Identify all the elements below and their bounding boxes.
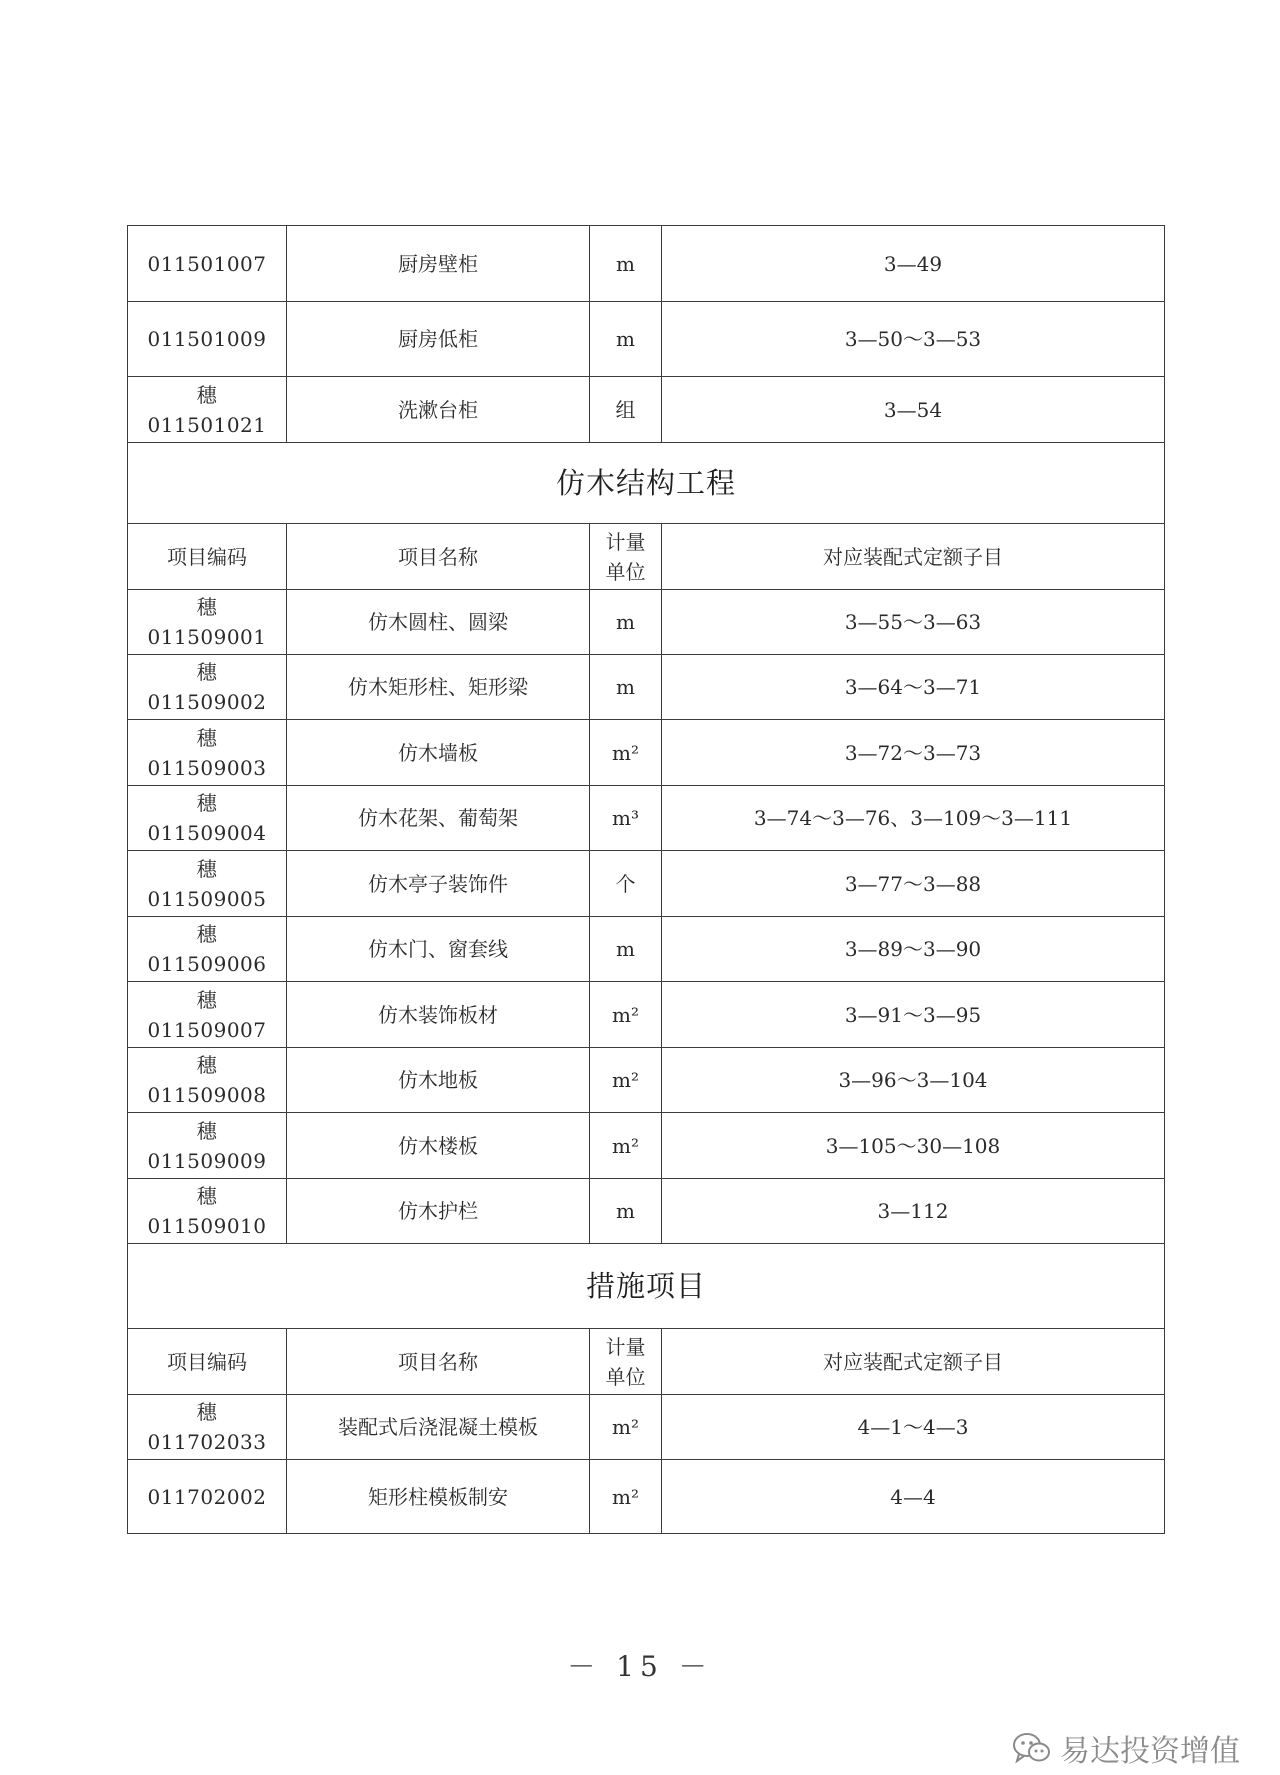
item-code: 011509005 [147,886,267,911]
item-code-cell [128,1460,287,1534]
item-unit-cell: m [590,655,662,720]
item-quota-cell: 3—77～3—88 [662,851,1165,917]
item-code: 011509004 [147,821,267,845]
item-unit-cell: m [590,917,662,982]
item-code: 011509010 [147,1214,267,1238]
item-quota-cell: 3—91～3—95 [662,982,1165,1048]
quota-table [127,225,1165,1534]
item-unit-cell: m² [590,1113,662,1179]
table-row [128,1179,1165,1244]
item-unit-cell: m [590,302,662,377]
item-unit-cell: m [590,226,662,302]
wechat-icon [1012,1731,1052,1765]
item-code-cell [128,655,287,720]
section-row [128,1244,1165,1329]
item-quota-cell: 3—50～3—53 [662,302,1165,377]
header-row [128,524,1165,590]
item-name-cell: 仿木矩形柱、矩形梁 [287,655,590,720]
item-quota-cell: 4—1～4—3 [662,1395,1165,1460]
item-name-cell: 仿木墙板 [287,720,590,786]
table-row [128,720,1165,786]
item-code-cell [128,851,287,917]
item-unit-cell: m² [590,1460,662,1534]
item-code-prefix: 穗 [196,1400,218,1424]
header-quota: 对应装配式定额子目 [662,524,1165,590]
item-code: 011509002 [147,690,267,714]
item-unit-cell: m² [590,720,662,786]
item-name-cell: 矩形柱模板制安 [287,1460,590,1534]
header-name: 项目名称 [287,1329,590,1395]
header-unit-line1: 计量 [605,1334,646,1359]
table-row [128,590,1165,655]
item-code-prefix: 穗 [196,595,218,619]
item-code: 011509003 [147,755,267,780]
item-name-cell: 仿木装饰板材 [287,982,590,1048]
table-row [128,302,1165,377]
item-code: 011509009 [147,1148,267,1173]
item-code: 011509008 [147,1083,267,1107]
item-unit-cell: m [590,1179,662,1244]
item-code: 011509001 [147,625,267,649]
item-name-cell: 仿木圆柱、圆梁 [287,590,590,655]
item-quota-cell: 3—54 [662,377,1165,443]
item-name-cell: 仿木地板 [287,1048,590,1113]
table-row [128,226,1165,302]
item-code: 011702033 [147,1430,267,1454]
item-code-prefix: 穗 [196,1053,218,1077]
item-unit-cell: 组 [590,377,662,443]
item-code-cell [128,720,287,786]
item-quota-cell: 4—4 [662,1460,1165,1534]
item-code-cell [128,590,287,655]
item-code: 011509006 [147,952,267,976]
watermark-text: 易达投资增值 [1060,1734,1240,1769]
header-unit [590,524,662,590]
item-code-cell [128,786,287,851]
item-quota-cell: 3—64～3—71 [662,655,1165,720]
item-code: 011501009 [147,327,267,351]
item-code-prefix: 穗 [196,791,218,815]
item-code-prefix: 穗 [196,987,218,1012]
item-name-cell: 仿木门、窗套线 [287,917,590,982]
item-code: 011501021 [147,412,267,437]
item-code: 011501007 [147,251,267,276]
table-row [128,851,1165,917]
header-unit [590,1329,662,1395]
header-name: 项目名称 [287,524,590,590]
item-quota-cell: 3—96～3—104 [662,1048,1165,1113]
item-name-cell: 仿木花架、葡萄架 [287,786,590,851]
item-unit-cell: m² [590,1048,662,1113]
item-name-cell: 厨房低柜 [287,302,590,377]
table-row [128,786,1165,851]
item-quota-cell: 3—89～3—90 [662,917,1165,982]
watermark [1012,1726,1240,1770]
item-code-prefix: 穗 [196,922,218,946]
item-code-prefix: 穗 [196,660,218,684]
item-code-cell [128,302,287,377]
item-unit-cell: m [590,590,662,655]
item-code-cell [128,1179,287,1244]
item-code-prefix: 穗 [196,1184,218,1208]
section-title: 仿木结构工程 [128,443,1165,524]
table-row [128,655,1165,720]
item-name-cell: 仿木护栏 [287,1179,590,1244]
table-row [128,377,1165,443]
item-quota-cell: 3—105～30—108 [662,1113,1165,1179]
item-quota-cell: 3—55～3—63 [662,590,1165,655]
item-quota-cell: 3—72～3—73 [662,720,1165,786]
item-unit-cell: 个 [590,851,662,917]
header-unit-line2: 单位 [605,1364,646,1389]
item-quota-cell: 3—74～3—76、3—109～3—111 [662,786,1165,851]
table-row [128,1395,1165,1460]
item-quota-cell: 3—112 [662,1179,1165,1244]
item-code-cell [128,1048,287,1113]
item-code-cell [128,1113,287,1179]
section-row [128,443,1165,524]
header-quota: 对应装配式定额子目 [662,1329,1165,1395]
item-unit-cell: m³ [590,786,662,851]
header-code: 项目编码 [128,524,287,590]
item-code-prefix: 穗 [196,382,218,407]
item-name-cell: 厨房壁柜 [287,226,590,302]
item-unit-cell: m² [590,982,662,1048]
item-code-cell [128,377,287,443]
item-name-cell: 仿木亭子装饰件 [287,851,590,917]
table-row [128,1048,1165,1113]
item-code: 011702002 [147,1484,267,1509]
table-row [128,1460,1165,1534]
item-code-cell [128,1395,287,1460]
table-row [128,1113,1165,1179]
header-row [128,1329,1165,1395]
item-code-prefix: 穗 [196,1118,218,1143]
item-unit-cell: m² [590,1395,662,1460]
item-code-cell [128,982,287,1048]
item-name-cell: 装配式后浇混凝土模板 [287,1395,590,1460]
item-code: 011509007 [147,1017,267,1042]
item-quota-cell: 3—49 [662,226,1165,302]
header-unit-line2: 单位 [605,559,646,584]
header-unit-line1: 计量 [605,529,646,554]
table-row [128,982,1165,1048]
item-code-prefix: 穗 [196,725,218,750]
item-name-cell: 洗漱台柜 [287,377,590,443]
section-title: 措施项目 [128,1244,1165,1329]
item-code-cell [128,917,287,982]
item-code-prefix: 穗 [196,856,218,881]
item-name-cell: 仿木楼板 [287,1113,590,1179]
item-code-cell [128,226,287,302]
page-number: － 15 － [567,1650,713,1683]
header-code: 项目编码 [128,1329,287,1395]
table-row [128,917,1165,982]
